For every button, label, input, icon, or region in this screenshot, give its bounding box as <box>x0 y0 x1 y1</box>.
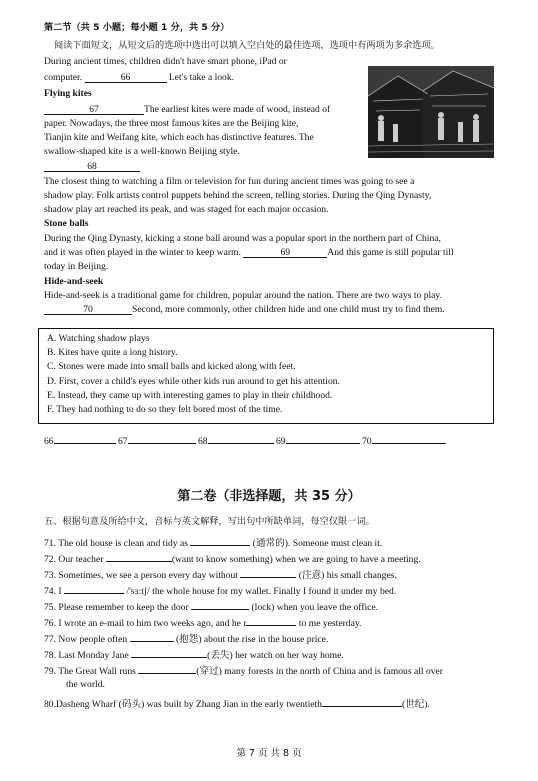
question-75 <box>44 599 378 614</box>
heading-stone-balls: Stone balls <box>44 218 89 229</box>
blank-69[interactable]: 69 <box>243 247 327 258</box>
stone-text-end: And this game is still popular till <box>327 247 454 258</box>
q73-blank[interactable] <box>240 567 296 578</box>
q76-blank[interactable] <box>246 615 296 626</box>
question-72 <box>44 551 421 566</box>
answer-label-70: 70 <box>362 436 372 447</box>
answer-blank-68[interactable] <box>208 433 274 444</box>
heading-hide-and-seek: Hide-and-seek <box>44 276 104 287</box>
q77-text: 77. Now people often <box>44 634 128 645</box>
q79-blank[interactable] <box>138 663 196 674</box>
q76-text: 76. I wrote an e-mail to him two weeks ago, and he r <box>44 618 247 629</box>
q78-blank[interactable] <box>131 647 207 658</box>
blank-66[interactable]: 66 <box>85 72 167 83</box>
kites-line4: swallow-shaped kite is a well-known Beijing style. <box>44 146 240 157</box>
hide-text: Second, more commonly, other children hide and one child must try to find them. <box>132 304 445 315</box>
blank-67[interactable]: 67 <box>44 104 144 115</box>
q71-blank[interactable] <box>190 535 250 546</box>
option-c: C. Stones were made into small balls and kicked along with feet. <box>47 361 296 372</box>
intro-text-end: Let's take a look. <box>168 72 235 83</box>
page-footer: 第 7 页 共 8 页 <box>236 748 302 759</box>
option-f: F. They had nothing to do so they felt bored most of the time. <box>47 404 283 415</box>
section2-heading: 第二节（共 5 小题；每小题 1 分，共 5 分） <box>44 22 230 33</box>
part2-title: 第二卷（非选择题，共 35 分） <box>177 489 361 504</box>
blank-70[interactable]: 70 <box>44 304 132 315</box>
answer-blank-67[interactable] <box>128 433 196 444</box>
answer-label-68: 68 <box>198 436 208 447</box>
intro-line1: During ancient times, children didn't have smart phone, iPad or <box>44 56 287 67</box>
section2-instruction: 阅读下面短文，从短文后的选项中选出可以填入空白处的最佳选项，选项中有两项为多余选项。 <box>54 40 440 51</box>
stone-line3: today in Beijing. <box>44 261 109 272</box>
q80-hint: (世纪). <box>401 699 430 710</box>
q74-blank[interactable] <box>64 583 124 594</box>
question-78 <box>44 647 344 662</box>
q76-hint: to me yesterday. <box>298 618 362 629</box>
ancient-street-illustration <box>368 66 494 158</box>
blank-68-line <box>44 161 140 173</box>
answer-blank-70[interactable] <box>372 433 446 444</box>
question-79 <box>44 663 443 678</box>
blank-68[interactable]: 68 <box>44 161 140 172</box>
q73-text: 73. Sometimes, we see a person every day without <box>44 570 238 581</box>
stone-line2 <box>44 247 454 259</box>
part5-heading: 五、根据句意及所给中文，音标与英文解释，写出句中所缺单词，每空仅限一词。 <box>44 516 375 527</box>
hide-line1: Hide-and-seek is a traditional game for children, popular around the nation. There are two ways to play. <box>44 290 443 301</box>
kites-line3: Tianjin kite and Weifang kite, which each has distinctive features. The <box>44 132 314 143</box>
option-e: E. Instead, they came up with interesting games to play in their childhood. <box>47 390 333 401</box>
question-71 <box>44 535 382 550</box>
question-80 <box>44 696 430 711</box>
q73-hint: (注意) his small changes. <box>298 570 397 581</box>
answer-label-69: 69 <box>276 436 286 447</box>
kites-text1: The earliest kites were made of wood, instead of <box>144 104 331 115</box>
question-77 <box>44 631 328 646</box>
q75-hint: (lock) when you leave the office. <box>251 602 379 613</box>
shadow-line1: The closest thing to watching a film or television for fun during ancient times was going to see a <box>44 176 415 187</box>
answer-row <box>44 433 446 448</box>
stone-text: and it was often played in the winter to keep warm. <box>44 247 241 258</box>
option-d: D. First, cover a child's eyes while other kids run around to get his attention. <box>47 376 340 387</box>
kites-line2: paper. Nowadays, the three most famous kites are the Beijing kite, <box>44 118 299 129</box>
q77-hint: (抱怨) about the rise in the house price. <box>175 634 329 645</box>
shadow-line3: shadow play art reached its peak, and was staged for each major occasion. <box>44 204 329 215</box>
answer-label-66: 66 <box>44 436 54 447</box>
intro-line2 <box>44 72 234 84</box>
q74-text: 74. I <box>44 586 62 597</box>
hide-line2 <box>44 304 445 316</box>
q71-hint: (通常的). Someone must clean it. <box>252 538 383 549</box>
question-73 <box>44 567 397 582</box>
question-74 <box>44 583 396 598</box>
q72-blank[interactable] <box>106 551 172 562</box>
q71-text: 71. The old house is clean and tidy as <box>44 538 188 549</box>
q79-text: 79. The Great Wall runs <box>44 666 136 677</box>
heading-flying-kites: Flying kites <box>44 88 92 99</box>
q79-hint: (穿过) many forests in the north of China and is famous all over <box>196 666 443 677</box>
intro-text: computer. <box>44 72 83 83</box>
shadow-line2: shadow play. Folk artists control puppets behind the screen, telling stories. During the Qing Dynasty, <box>44 190 432 201</box>
option-b: B. Kites have quite a long history. <box>47 347 178 358</box>
q74-hint: /'sɜ:tʃ/ the whole house for my wallet. Finally I found it under my bed. <box>126 586 397 597</box>
q72-hint: (want to know something) when we are going to have a meeting. <box>171 554 421 565</box>
q77-blank[interactable] <box>130 631 174 642</box>
answer-blank-66[interactable] <box>54 433 116 444</box>
q75-blank[interactable] <box>191 599 249 610</box>
q80-blank[interactable] <box>322 696 402 707</box>
question-79-cont: the world. <box>66 679 105 690</box>
q75-text: 75. Please remember to keep the door <box>44 602 189 613</box>
options-box <box>38 328 494 424</box>
answer-blank-69[interactable] <box>286 433 360 444</box>
option-a: A. Watching shadow plays <box>47 333 150 344</box>
q72-text: 72. Our teacher <box>44 554 104 565</box>
q78-hint: (丢失) her watch on her way home. <box>207 650 344 661</box>
question-76 <box>44 615 361 630</box>
q78-text: 78. Last Monday Jane <box>44 650 129 661</box>
stone-line1: During the Qing Dynasty, kicking a stone ball around was a popular sport in the northern part of China, <box>44 233 441 244</box>
answer-label-67: 67 <box>118 436 128 447</box>
kites-line1 <box>44 104 330 116</box>
q80-text: 80.Dasheng Wharf (码头) was built by Zhang Jian in the early twentieth <box>44 699 322 710</box>
